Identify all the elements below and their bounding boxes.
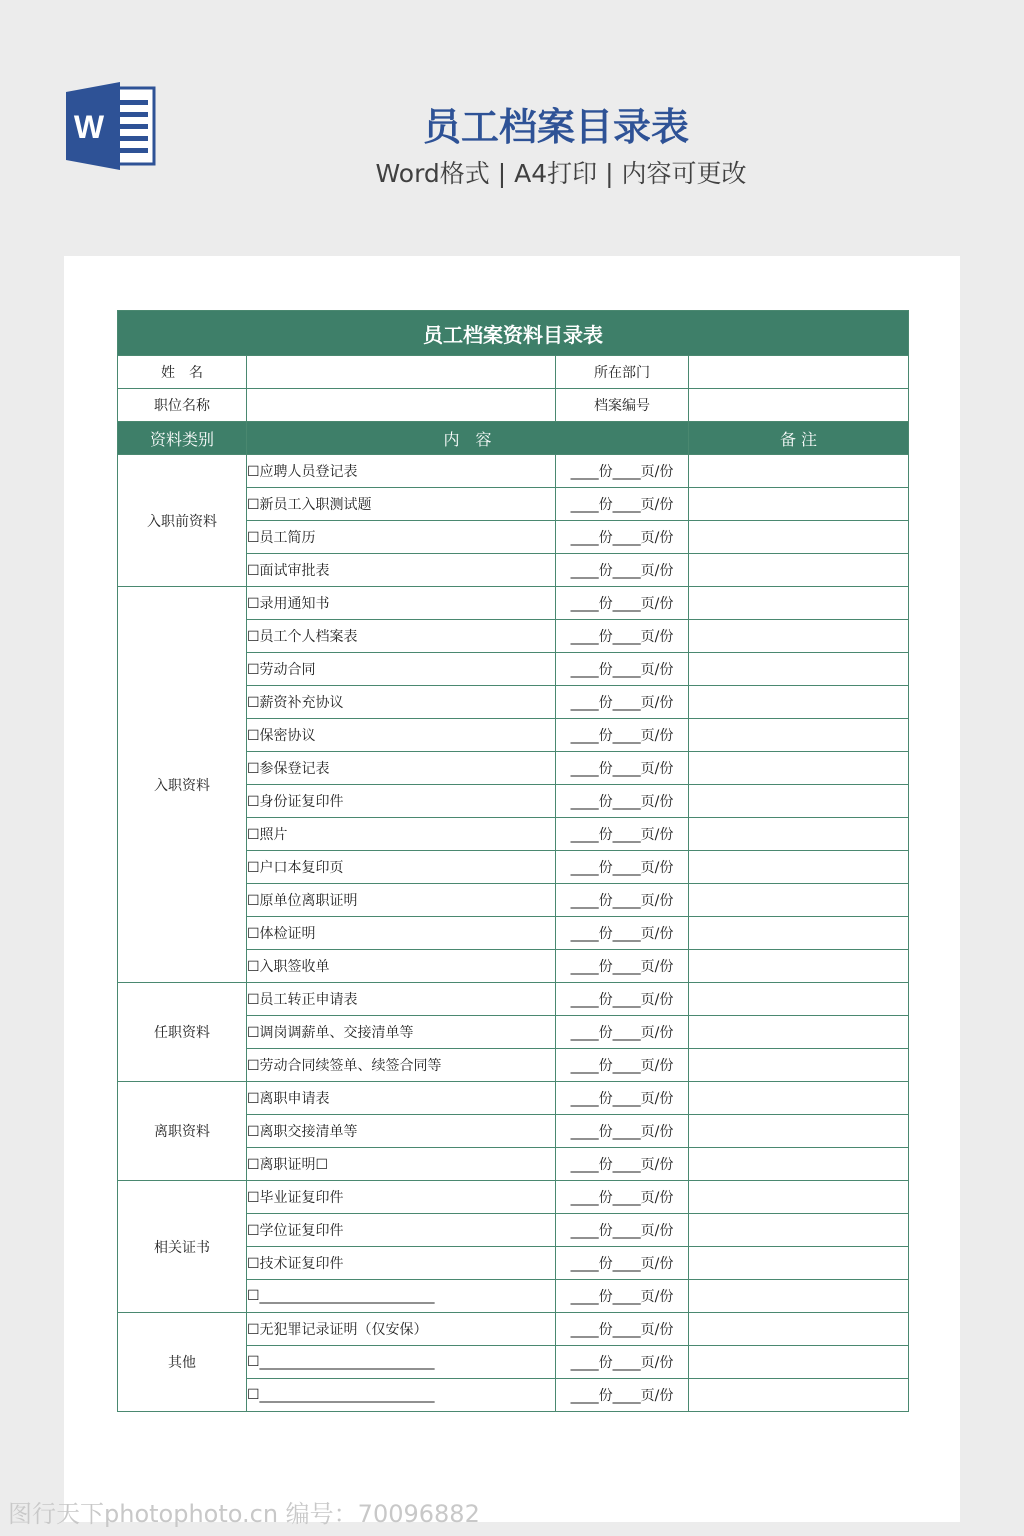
table-row — [118, 587, 909, 620]
item-note-cell[interactable] — [689, 884, 909, 917]
item-note-cell[interactable] — [689, 554, 909, 587]
item-content-cell[interactable]: ☐身份证复印件 — [247, 785, 556, 818]
item-count-cell[interactable]: ____份____页/份 — [556, 521, 689, 554]
table-row — [118, 1313, 909, 1346]
item-content-cell[interactable]: ☐无犯罪记录证明（仅安保） — [247, 1313, 556, 1346]
position-value-cell[interactable] — [247, 389, 556, 422]
item-content-cell[interactable]: ☐面试审批表 — [247, 554, 556, 587]
item-count-cell[interactable]: ____份____页/份 — [556, 620, 689, 653]
item-note-cell[interactable] — [689, 521, 909, 554]
item-count-cell[interactable]: ____份____页/份 — [556, 917, 689, 950]
item-count-cell[interactable]: ____份____页/份 — [556, 1181, 689, 1214]
item-content-cell[interactable]: ☐员工转正申请表 — [247, 983, 556, 1016]
item-count-cell[interactable]: ____份____页/份 — [556, 1148, 689, 1181]
item-count-cell[interactable]: ____份____页/份 — [556, 1115, 689, 1148]
category-cell: 相关证书 — [118, 1181, 247, 1313]
item-note-cell[interactable] — [689, 686, 909, 719]
header-note: 备 注 — [689, 422, 909, 455]
item-count-cell[interactable]: ____份____页/份 — [556, 1016, 689, 1049]
table-row — [118, 455, 909, 488]
item-count-cell[interactable]: ____份____页/份 — [556, 983, 689, 1016]
item-note-cell[interactable] — [689, 851, 909, 884]
item-count-cell[interactable]: ____份____页/份 — [556, 1313, 689, 1346]
item-note-cell[interactable] — [689, 983, 909, 1016]
item-count-cell[interactable]: ____份____页/份 — [556, 1082, 689, 1115]
item-content-cell[interactable]: ☐参保登记表 — [247, 752, 556, 785]
item-count-cell[interactable]: ____份____页/份 — [556, 1049, 689, 1082]
item-count-cell[interactable]: ____份____页/份 — [556, 554, 689, 587]
item-count-cell[interactable]: ____份____页/份 — [556, 851, 689, 884]
item-note-cell[interactable] — [689, 1049, 909, 1082]
item-content-cell[interactable]: ☐体检证明 — [247, 917, 556, 950]
table-row — [118, 1082, 909, 1115]
item-content-cell[interactable]: ☐劳动合同 — [247, 653, 556, 686]
table-title: 员工档案资料目录表 — [118, 311, 909, 356]
item-content-cell[interactable]: ☐照片 — [247, 818, 556, 851]
category-cell: 任职资料 — [118, 983, 247, 1082]
category-cell: 入职资料 — [118, 587, 247, 983]
item-count-cell[interactable]: ____份____页/份 — [556, 1280, 689, 1313]
item-note-cell[interactable] — [689, 752, 909, 785]
item-content-cell[interactable]: ☐保密协议 — [247, 719, 556, 752]
item-note-cell[interactable] — [689, 818, 909, 851]
item-count-cell[interactable]: ____份____页/份 — [556, 884, 689, 917]
item-note-cell[interactable] — [689, 620, 909, 653]
item-note-cell[interactable] — [689, 1313, 909, 1346]
item-note-cell[interactable] — [689, 1181, 909, 1214]
category-cell: 离职资料 — [118, 1082, 247, 1181]
item-content-cell[interactable]: ☐户口本复印页 — [247, 851, 556, 884]
archive-table — [117, 310, 909, 1412]
item-content-cell[interactable]: ☐学位证复印件 — [247, 1214, 556, 1247]
word-logo-letter: W — [73, 109, 105, 145]
file-no-label: 档案编号 — [556, 389, 689, 422]
item-note-cell[interactable] — [689, 917, 909, 950]
item-count-cell[interactable]: ____份____页/份 — [556, 488, 689, 521]
item-content-cell[interactable]: ☐调岗调薪单、交接清单等 — [247, 1016, 556, 1049]
page-title: 员工档案目录表 — [422, 105, 689, 149]
item-note-cell[interactable] — [689, 1082, 909, 1115]
item-note-cell[interactable] — [689, 1214, 909, 1247]
item-note-cell[interactable] — [689, 455, 909, 488]
item-count-cell[interactable]: ____份____页/份 — [556, 1346, 689, 1379]
item-content-cell[interactable]: ☐薪资补充协议 — [247, 686, 556, 719]
item-content-cell[interactable]: ☐录用通知书 — [247, 587, 556, 620]
category-cell: 其他 — [118, 1313, 247, 1412]
item-content-cell[interactable]: ☐离职交接清单等 — [247, 1115, 556, 1148]
dept-label: 所在部门 — [556, 356, 689, 389]
header-category: 资料类别 — [118, 422, 247, 455]
item-note-cell[interactable] — [689, 1148, 909, 1181]
item-content-cell[interactable]: ☐劳动合同续签单、续签合同等 — [247, 1049, 556, 1082]
item-note-cell[interactable] — [689, 1247, 909, 1280]
item-note-cell[interactable] — [689, 1280, 909, 1313]
item-content-cell[interactable]: ☐入职签收单 — [247, 950, 556, 983]
item-note-cell[interactable] — [689, 653, 909, 686]
item-note-cell[interactable] — [689, 1016, 909, 1049]
item-count-cell[interactable]: ____份____页/份 — [556, 455, 689, 488]
item-content-cell[interactable]: ☐_________________________ — [247, 1379, 556, 1412]
item-content-cell[interactable]: ☐应聘人员登记表 — [247, 455, 556, 488]
item-count-cell[interactable]: ____份____页/份 — [556, 686, 689, 719]
item-count-cell[interactable]: ____份____页/份 — [556, 818, 689, 851]
item-count-cell[interactable]: ____份____页/份 — [556, 1247, 689, 1280]
page-subtitle: Word格式 | A4打印 | 内容可更改 — [375, 159, 747, 188]
item-note-cell[interactable] — [689, 950, 909, 983]
item-count-cell[interactable]: ____份____页/份 — [556, 1214, 689, 1247]
item-note-cell[interactable] — [689, 785, 909, 818]
position-label: 职位名称 — [118, 389, 247, 422]
header-content: 内 容 — [247, 422, 689, 455]
item-count-cell[interactable]: ____份____页/份 — [556, 719, 689, 752]
item-count-cell[interactable]: ____份____页/份 — [556, 752, 689, 785]
watermark: 图行天下photophoto.cn 编号：70096882 — [8, 1500, 480, 1528]
category-cell: 入职前资料 — [118, 455, 247, 587]
table-row — [118, 983, 909, 1016]
item-note-cell[interactable] — [689, 488, 909, 521]
item-content-cell[interactable]: ☐员工简历 — [247, 521, 556, 554]
item-content-cell[interactable]: ☐毕业证复印件 — [247, 1181, 556, 1214]
item-count-cell[interactable]: ____份____页/份 — [556, 587, 689, 620]
item-count-cell[interactable]: ____份____页/份 — [556, 950, 689, 983]
item-content-cell[interactable]: ☐离职证明☐ — [247, 1148, 556, 1181]
name-value-cell[interactable] — [247, 356, 556, 389]
item-count-cell[interactable]: ____份____页/份 — [556, 653, 689, 686]
item-note-cell[interactable] — [689, 1346, 909, 1379]
item-content-cell[interactable]: ☐_________________________ — [247, 1280, 556, 1313]
item-note-cell[interactable] — [689, 587, 909, 620]
table-row — [118, 1181, 909, 1214]
item-content-cell[interactable]: ☐原单位离职证明 — [247, 884, 556, 917]
file-no-value-cell[interactable] — [689, 389, 909, 422]
item-content-cell[interactable]: ☐离职申请表 — [247, 1082, 556, 1115]
name-label: 姓 名 — [118, 356, 247, 389]
item-note-cell[interactable] — [689, 719, 909, 752]
item-note-cell[interactable] — [689, 1115, 909, 1148]
item-content-cell[interactable]: ☐员工个人档案表 — [247, 620, 556, 653]
item-content-cell[interactable]: ☐技术证复印件 — [247, 1247, 556, 1280]
item-count-cell[interactable]: ____份____页/份 — [556, 785, 689, 818]
item-note-cell[interactable] — [689, 1379, 909, 1412]
item-content-cell[interactable]: ☐_________________________ — [247, 1346, 556, 1379]
item-content-cell[interactable]: ☐新员工入职测试题 — [247, 488, 556, 521]
item-count-cell[interactable]: ____份____页/份 — [556, 1379, 689, 1412]
dept-value-cell[interactable] — [689, 356, 909, 389]
